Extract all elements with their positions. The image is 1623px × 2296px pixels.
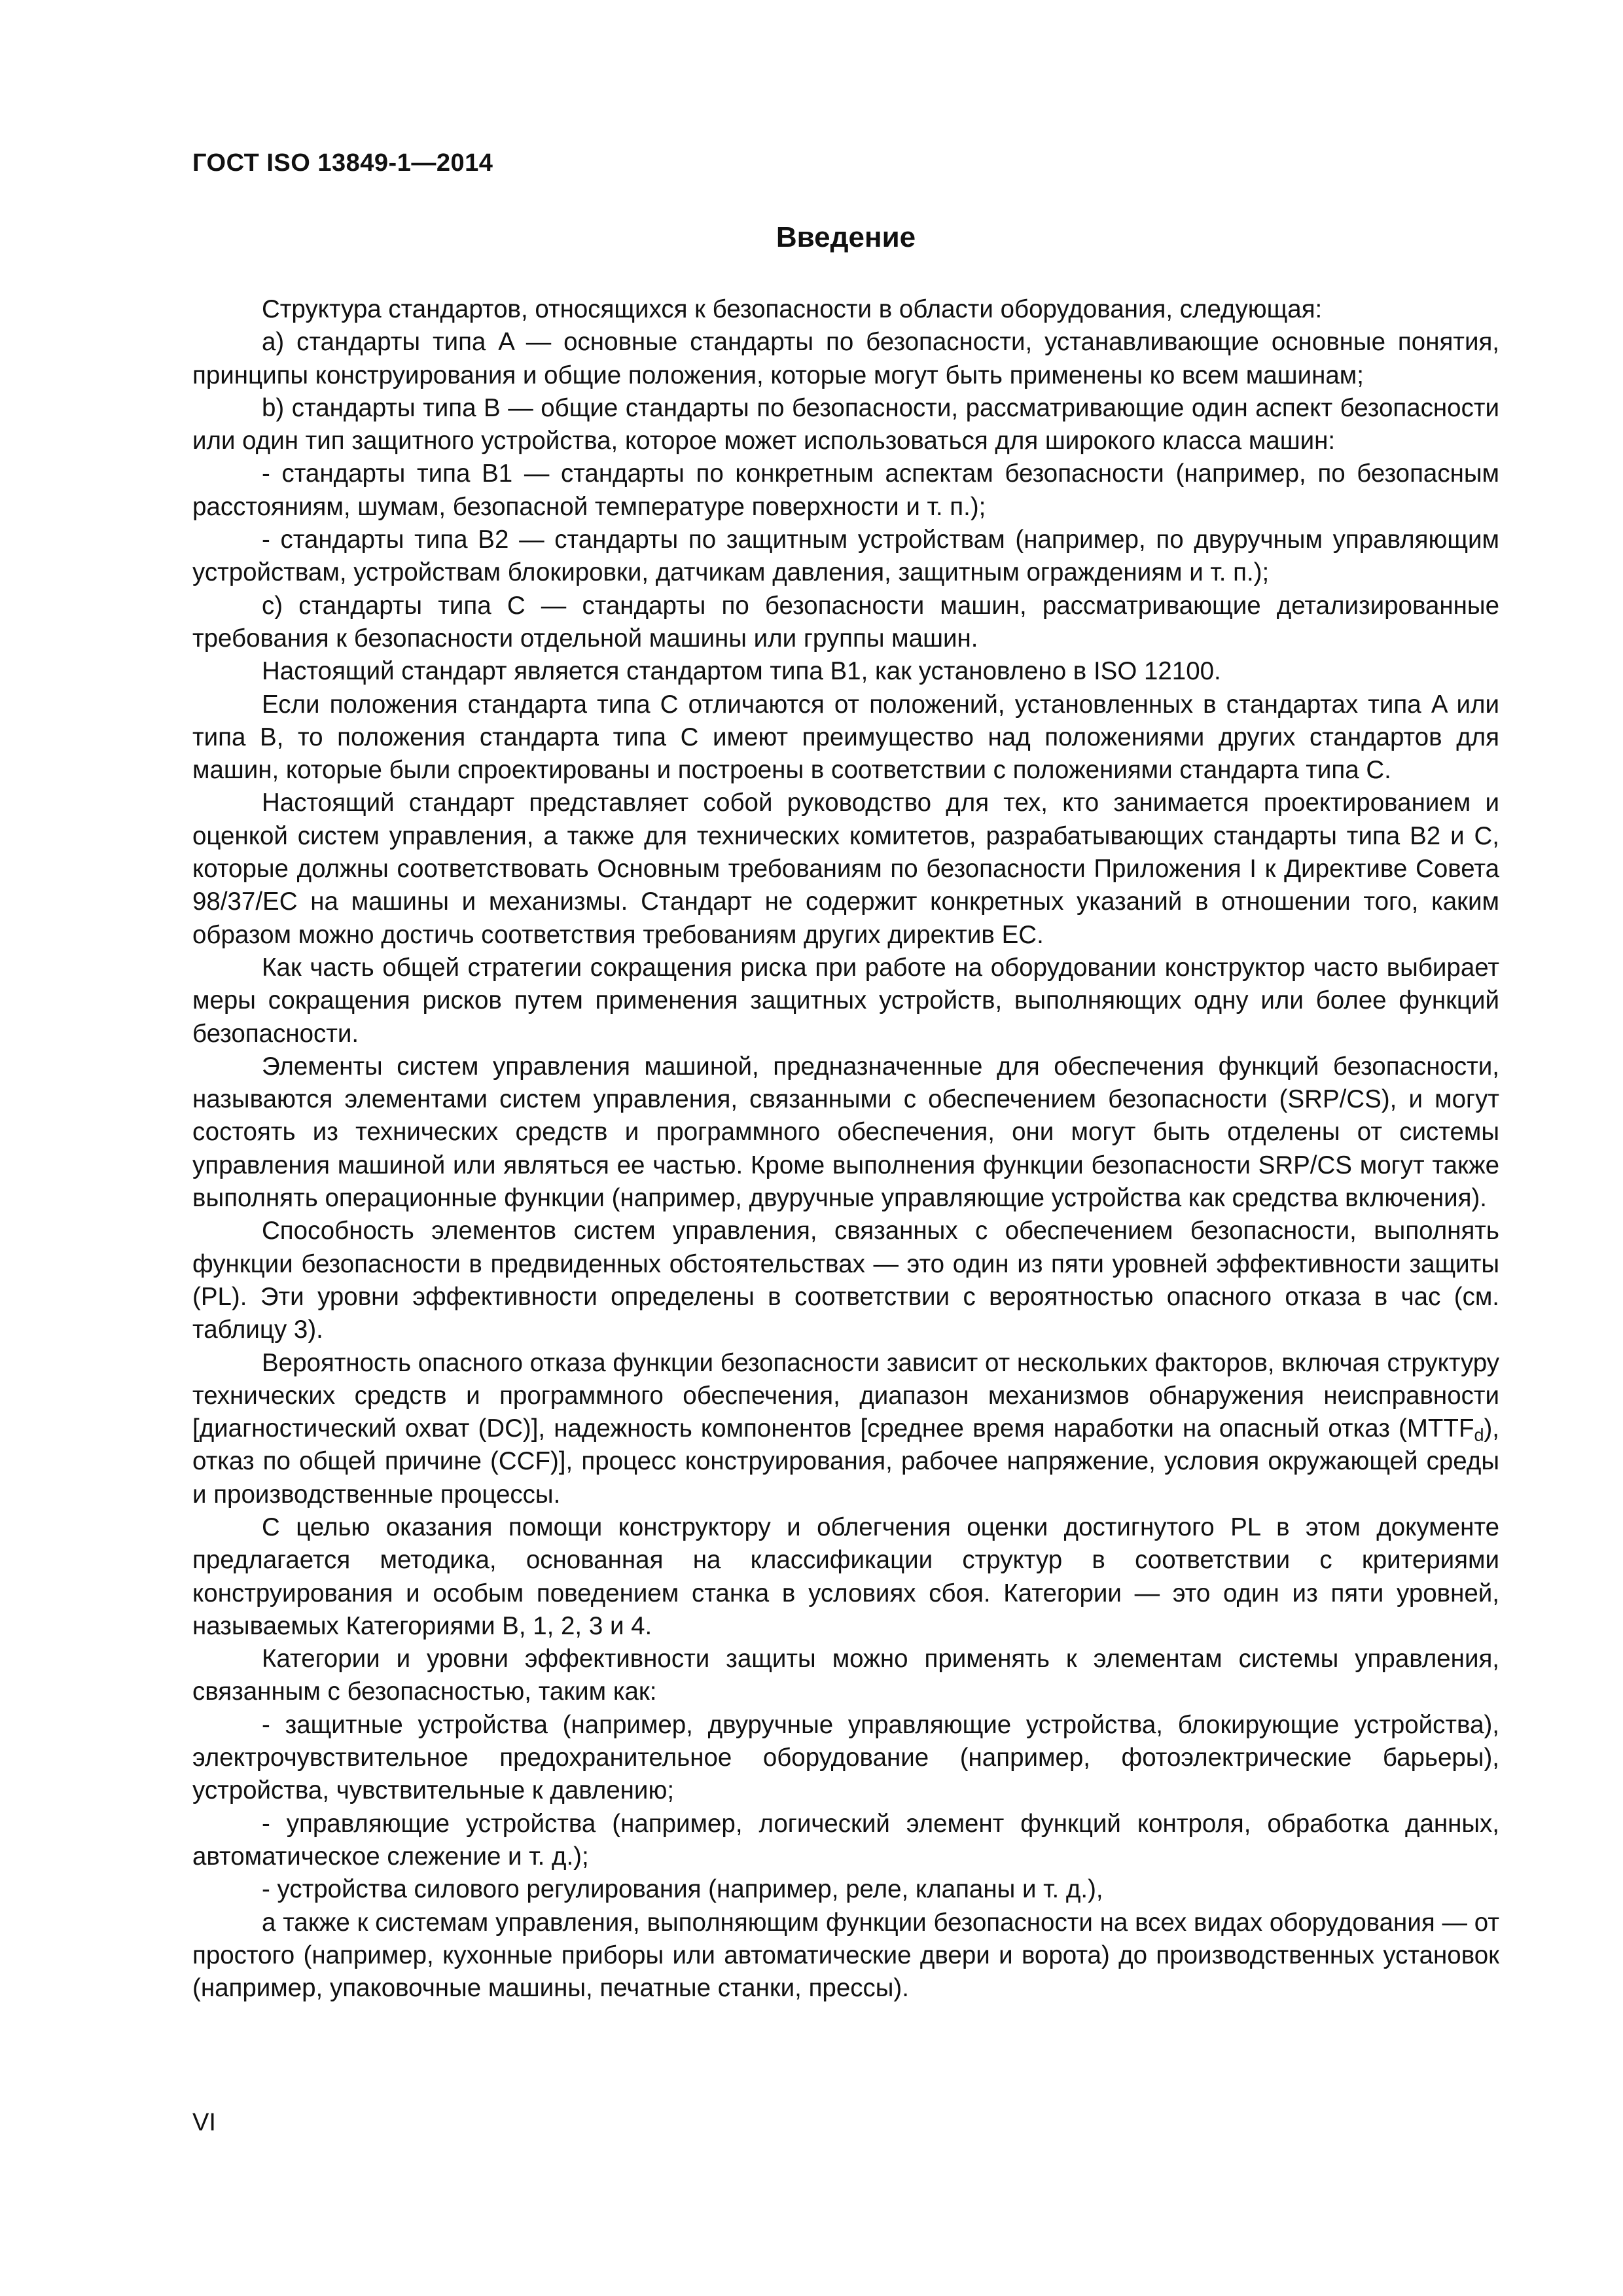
paragraph: - стандарты типа B2 — стандарты по защитным устройствам (например, по двуручным управляющим устройствам, устройствам блокировки, датчикам давления, защитным ограждениям и т. п.);	[192, 526, 1499, 587]
document-header: ГОСТ ISO 13849-1—2014	[192, 149, 493, 177]
paragraph: c) стандарты типа C — стандарты по безопасности машин, рассматривающие детализированные требования к безопасности отдельной машины или группы машин.	[192, 591, 1499, 653]
paragraph: a) стандарты типа A — основные стандарты по безопасности, устанавливающие основные понятия, принципы конструирования и общие положения, которые могут быть применены ко всем машинам;	[192, 328, 1499, 389]
paragraph: - управляющие устройства (например, логический элемент функций контроля, обработка данных, автоматическое слежение и т. д.);	[192, 1809, 1499, 1871]
paragraph: b) стандарты типа B — общие стандарты по безопасности, рассматривающие один аспект безопасности или один тип защитного устройства, которое может использоваться для широкого класса машин:	[192, 393, 1499, 456]
paragraph: - устройства силового регулирования (например, реле, клапаны и т. д.),	[262, 1875, 1103, 1904]
paragraph: Если положения стандарта типа C отличаются от положений, установленных в стандартах типа A или типа B, то положения стандарта типа C имеют преимущество над положениями других стандартов для машин, которые были спроектированы и построены в соответствии с положениями стандарта типа C.	[192, 690, 1499, 785]
introduction-body	[192, 293, 1499, 2005]
paragraph: Настоящий стандарт является стандартом типа B1, как установлено в ISO 12100.	[262, 657, 1221, 686]
paragraph-text: ), отказ по общей причине (CCF)], процесс конструирования, рабочее напряжение, условия окружающей среды и производственные процессы.	[192, 1414, 1499, 1509]
paragraph: Способность элементов систем управления, связанных с обеспечением безопасности, выполнять функции безопасности в предвиденных обстоятельствах — это один из пяти уровней эффективности защиты (PL). Эти уровни эффективности определены в соответствии с вероятностью опасного отказа в час (см. таблицу 3).	[192, 1217, 1499, 1344]
paragraph: Как часть общей стратегии сокращения риска при работе на оборудовании конструктор часто выбирает меры сокращения рисков путем применения защитных устройств, выполняющих одну или более функций безопасности.	[192, 953, 1499, 1048]
paragraph: - защитные устройства (например, двуручные управляющие устройства, блокирующие устройства), электрочувствительное предохранительное оборудование (например, фотоэлектрические барьеры), устройства, чувствительные к давлению;	[192, 1710, 1499, 1805]
paragraph: Настоящий стандарт представляет собой руководство для тех, кто занимается проектированием и оценкой систем управления, а также для технических комитетов, разрабатывающих стандарты типа B2 и C, которые должны соответствовать Основным требованиям по безопасности Приложения I к Директиве Совета 98/37/EC на машины и механизмы. Стандарт не содержит конкретных указаний в отношении того, каким образом можно достичь соответствия требованиям других директив EC.	[192, 789, 1499, 949]
paragraph-text: Вероятность опасного отказа функции безопасности зависит от нескольких факторов, включая структуру технических средств и программного обеспечения, диапазон механизмов обнаружения неисправности [диагностический охват (DC)], надежность компонентов [среднее время наработки на опасный отказ (MTTF	[192, 1348, 1499, 1443]
paragraph: а также к системам управления, выполняющим функции безопасности на всех видах оборудования — от простого (например, кухонные приборы или автоматические двери и ворота) до производственных установок (например, упаковочные машины, печатные станки, прессы).	[192, 1908, 1499, 2003]
paragraph: Структура стандартов, относящихся к безопасности в области оборудования, следующая:	[262, 295, 1323, 323]
paragraph: С целью оказания помощи конструктору и облегчения оценки достигнутого PL в этом документе предлагается методика, основанная на классификации структур в соответствии с критериями конструирования и особым поведением станка в условиях сбоя. Категории — это один из пяти уровней, называемых Категориями B, 1, 2, 3 и 4.	[192, 1513, 1499, 1640]
subscript: d	[1474, 1425, 1484, 1445]
paragraph: - стандарты типа B1 — стандарты по конкретным аспектам безопасности (например, по безопасным расстояниям, шумам, безопасной температуре поверхности и т. п.);	[192, 459, 1499, 521]
section-title: Введение	[776, 221, 916, 253]
paragraph-mttf	[192, 1347, 1499, 1511]
paragraph: Элементы систем управления машиной, предназначенные для обеспечения функций безопасности, называются элементами систем управления, связанными с обеспечением безопасности (SRP/CS), и могут состоять из технических средств и программного обеспечения, они могут быть отделены от системы управления машиной или являться ее частью. Кроме выполнения функции безопасности SRP/CS могут также выполнять операционные функции (например, двуручные управляющие устройства как средства включения).	[192, 1052, 1499, 1213]
paragraph: Категории и уровни эффективности защиты можно применять к элементам системы управления, связанным с безопасностью, таким как:	[192, 1645, 1499, 1706]
page-number: VI	[192, 2109, 216, 2136]
